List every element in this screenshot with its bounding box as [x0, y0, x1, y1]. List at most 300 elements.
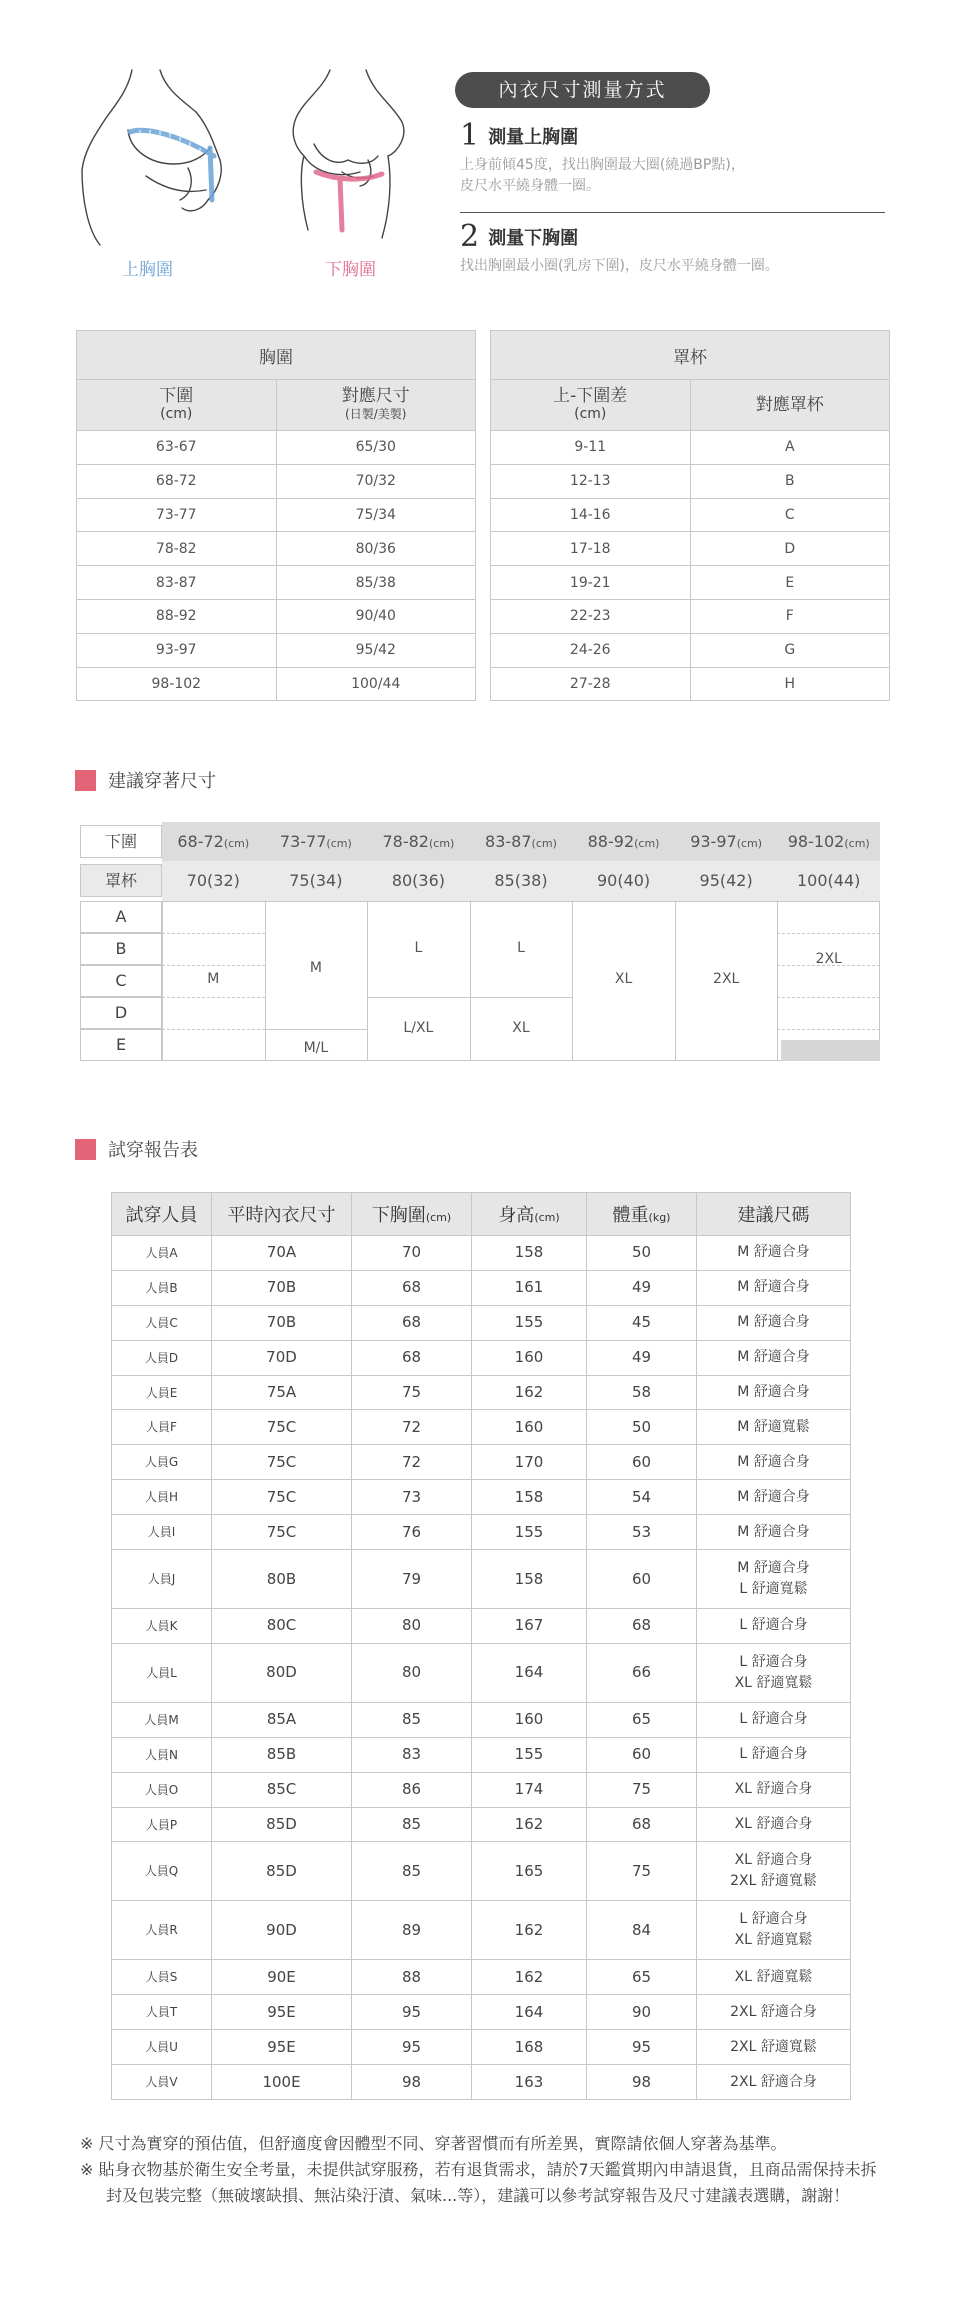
band-range-value: 68-72: [177, 832, 224, 851]
reco-size-cell: [697, 1609, 851, 1644]
table-row: [491, 599, 890, 633]
band-range-cell: [572, 822, 675, 861]
grid-row-divider: [777, 1029, 880, 1030]
table-cell: 50: [587, 1236, 697, 1271]
table-cell: 162: [472, 1375, 587, 1410]
table-row: [112, 1643, 851, 1702]
table-cell: 70B: [212, 1270, 352, 1305]
reco-size-cell: [697, 1515, 851, 1550]
grid-col-divider: [470, 901, 471, 1061]
reco-size-line: XL 舒適寬鬆: [734, 1968, 813, 1985]
col-unit: (cm): [425, 1211, 452, 1224]
table-cell: 49: [587, 1270, 697, 1305]
grid-col-divider: [367, 901, 368, 1061]
table-cell: G: [690, 633, 890, 667]
table-cell: 162: [472, 1901, 587, 1960]
band-range-cell: [777, 822, 880, 861]
table-cell: 60: [587, 1445, 697, 1480]
tester-label: 人員: [146, 1420, 171, 1435]
table-cell: 12-13: [491, 464, 691, 498]
col-unit: (kg): [648, 1211, 671, 1224]
table-row: [491, 532, 890, 566]
table-cell: 80B: [212, 1550, 352, 1609]
table-cell: 80: [352, 1643, 472, 1702]
table-cell: 65/30: [276, 431, 476, 465]
reco-cell: XL: [614, 971, 633, 987]
tester-name: [112, 1445, 212, 1480]
band-col-header: [276, 380, 476, 431]
table-row: [491, 498, 890, 532]
band-range-unit: (cm): [531, 837, 557, 850]
reco-size-line: L 舒適寬鬆: [739, 1581, 808, 1598]
reco-size-line: L 舒適合身: [739, 1617, 808, 1634]
tester-name: [112, 1375, 212, 1410]
table-cell: 68: [352, 1340, 472, 1375]
col-unit: (日製/美製): [345, 407, 407, 421]
table-cell: 66: [587, 1643, 697, 1702]
table-cell: 155: [472, 1305, 587, 1340]
cup-size-cell: 90(40): [596, 871, 651, 890]
reco-size-line: L 舒適合身: [739, 1911, 808, 1928]
reco-size-cell: [697, 1270, 851, 1305]
tester-name: [112, 1995, 212, 2030]
reco-size-cell: [697, 1737, 851, 1772]
tester-id: K: [169, 1618, 178, 1633]
tester-id: L: [170, 1665, 177, 1680]
table-cell: 75C: [212, 1410, 352, 1445]
table-cell: 160: [472, 1340, 587, 1375]
table-cell: 90D: [212, 1901, 352, 1960]
cup-letter-cell: E: [80, 1029, 162, 1061]
table-cell: 49: [587, 1340, 697, 1375]
tester-id: M: [168, 1712, 179, 1727]
tester-id: D: [168, 1350, 179, 1365]
table-cell: 88-92: [77, 599, 277, 633]
band-range-value: 98-102: [787, 832, 845, 851]
col-label: 上-下圍差: [553, 386, 628, 406]
table-cell: 75: [587, 1842, 697, 1901]
tester-name: [112, 1702, 212, 1737]
tester-label: 人員: [146, 1665, 171, 1680]
tester-label: 人員: [147, 1572, 172, 1587]
tester-name: [112, 1515, 212, 1550]
step-desc-line: 找出胸圍最小圈(乳房下圍)，皮尺水平繞身體一圈。: [460, 258, 779, 274]
table-cell: 95: [352, 1995, 472, 2030]
table-cell: 100E: [212, 2065, 352, 2100]
cup-letter-cell: A: [80, 901, 162, 933]
band-range-unit: (cm): [634, 837, 660, 850]
trial-col-header: 建議尺碼: [697, 1193, 851, 1236]
reco-size-line: L 舒適合身: [739, 1746, 808, 1763]
tester-name: [112, 1842, 212, 1901]
table-cell: 75: [587, 1772, 697, 1807]
table-cell: 17-18: [491, 532, 691, 566]
reco-size-line: L 舒適合身: [739, 1653, 808, 1670]
table-cell: 45: [587, 1305, 697, 1340]
reco-size-cell: [697, 1995, 851, 2030]
table-cell: 50: [587, 1410, 697, 1445]
reco-cell: L: [414, 940, 423, 956]
table-row: [112, 2065, 851, 2100]
table-row: [77, 599, 476, 633]
tester-name: [112, 1270, 212, 1305]
reco-size-line: L 舒適合身: [739, 1711, 808, 1728]
reco-size-line: 2XL 舒適寬鬆: [730, 2038, 817, 2055]
table-row: [112, 1842, 851, 1901]
table-cell: 155: [472, 1737, 587, 1772]
cup-col-header: [491, 380, 691, 431]
reco-size-line: XL 舒適合身: [734, 1852, 813, 1869]
table-cell: 24-26: [491, 633, 691, 667]
table-cell: 160: [472, 1702, 587, 1737]
table-cell: 53: [587, 1515, 697, 1550]
row-label-band: 下圍: [80, 825, 162, 858]
table-row: [112, 1960, 851, 1995]
reco-size-cell: [697, 2030, 851, 2065]
tester-name: [112, 1609, 212, 1644]
table-cell: 158: [472, 1550, 587, 1609]
table-cell: 85C: [212, 1772, 352, 1807]
reco-size-cell: [697, 1480, 851, 1515]
table-cell: 160: [472, 1410, 587, 1445]
col-label: 對應尺寸: [341, 386, 410, 406]
reco-size-cell: [697, 1305, 851, 1340]
tester-name: [112, 1960, 212, 1995]
reco-cell: XL: [512, 1020, 530, 1036]
table-cell: 85A: [212, 1702, 352, 1737]
table-row: [77, 667, 476, 701]
tester-name: [112, 1901, 212, 1960]
under-bust-figure-icon: [270, 60, 420, 250]
table-row: [112, 1480, 851, 1515]
reco-size-line: XL 舒適寬鬆: [734, 1674, 813, 1691]
band-range-cell: [675, 822, 778, 861]
table-cell: 85B: [212, 1737, 352, 1772]
tester-label: 人員: [145, 1970, 170, 1985]
reco-size-cell: [697, 1807, 851, 1842]
band-range-value: 78-82: [382, 832, 429, 851]
table-cell: 85D: [212, 1807, 352, 1842]
table-row: [491, 566, 890, 600]
under-bust-label: 下胸圍: [325, 260, 376, 280]
reco-size-line: M 舒適合身: [737, 1523, 810, 1540]
table-cell: 19-21: [491, 566, 691, 600]
reco-size-line: M 舒適合身: [737, 1314, 810, 1331]
grid-row-divider: [777, 933, 880, 934]
table-cell: 72: [352, 1410, 472, 1445]
table-row: [491, 667, 890, 701]
reco-size-line: XL 舒適合身: [734, 1816, 813, 1833]
reco-size-cell: [697, 1375, 851, 1410]
grid-row-divider: [265, 1029, 368, 1030]
table-cell: 54: [587, 1480, 697, 1515]
table-cell: 70D: [212, 1340, 352, 1375]
table-cell: 95: [352, 2030, 472, 2065]
table-cell: 65: [587, 1702, 697, 1737]
table-cell: 163: [472, 2065, 587, 2100]
table-cell: 80/36: [276, 532, 476, 566]
reco-cell: L/XL: [403, 1020, 434, 1036]
grid-col-divider: [777, 901, 778, 1061]
table-cell: 14-16: [491, 498, 691, 532]
table-cell: 85: [352, 1842, 472, 1901]
table-cell: F: [690, 599, 890, 633]
reco-size-line: M 舒適合身: [737, 1384, 810, 1400]
tester-name: [112, 1737, 212, 1772]
table-cell: 98: [352, 2065, 472, 2100]
empty-cell: [781, 1040, 880, 1061]
cup-letter-cell: D: [80, 997, 162, 1029]
table-cell: 155: [472, 1515, 587, 1550]
tester-id: H: [168, 1490, 179, 1505]
table-cell: 162: [472, 1960, 587, 1995]
band-range-unit: (cm): [326, 837, 352, 850]
table-row: [112, 1772, 851, 1807]
band-range-unit: (cm): [844, 837, 870, 850]
tester-name: [112, 1305, 212, 1340]
tester-id: I: [171, 1525, 176, 1540]
reco-size-line: M 舒適合身: [737, 1453, 810, 1470]
table-cell: 70A: [212, 1236, 352, 1271]
table-cell: 95: [587, 2030, 697, 2065]
grid-row-divider: [162, 997, 265, 998]
measure-title: 內衣尺寸測量方式: [455, 72, 710, 108]
table-row: [112, 1445, 851, 1480]
band-range-unit: (cm): [736, 837, 763, 850]
reco-size-cell: [697, 1410, 851, 1445]
tester-label: 人員: [145, 2075, 170, 2090]
tester-label: 人員: [145, 1245, 170, 1260]
table-cell: 85: [352, 1807, 472, 1842]
trial-section-title: [75, 1136, 198, 1162]
table-cell: 76: [352, 1515, 472, 1550]
table-row: [112, 1901, 851, 1960]
tester-label: 人員: [145, 2005, 170, 2020]
step-under-bust: [460, 219, 890, 277]
step-desc-line: 上身前傾45度，找出胸圍最大圈(繞過BP點)，: [460, 157, 745, 173]
reco-size-line: M 舒適合身: [737, 1279, 810, 1296]
reco-size-cell: [697, 1842, 851, 1901]
tester-name: [112, 1340, 212, 1375]
tester-label: 人員: [144, 1350, 169, 1365]
table-cell: 80D: [212, 1643, 352, 1702]
col-unit: (cm): [574, 406, 607, 422]
table-cell: 93-97: [77, 633, 277, 667]
tester-name: [112, 1410, 212, 1445]
section-title-text: 建議穿著尺寸: [108, 771, 216, 792]
table-cell: 100/44: [276, 667, 476, 701]
tester-label: 人員: [144, 1864, 169, 1879]
step-upper-bust: [460, 118, 890, 197]
table-row: [77, 566, 476, 600]
tester-id: P: [169, 1817, 178, 1832]
table-cell: 70B: [212, 1305, 352, 1340]
table-cell: 58: [587, 1375, 697, 1410]
table-cell: 70/32: [276, 464, 476, 498]
step-title: 測量上胸圍: [488, 126, 579, 148]
tester-label: 人員: [144, 1782, 169, 1797]
tester-id: Q: [168, 1864, 179, 1879]
note-line: ※ 貼身衣物基於衛生安全考量，未提供試穿服務，若有退貨需求，請於7天鑑賞期內申請退貨，且商品需保持未拆封及包裝完整（無破壞缺損、無沾染汙漬、氣味...等），建議可以參考試穿報告及尺寸建議表選購，謝謝！: [80, 2160, 877, 2205]
tester-label: 人員: [147, 1525, 172, 1540]
table-cell: 75/34: [276, 498, 476, 532]
col-unit: (cm): [534, 1211, 560, 1224]
measurement-section: [0, 0, 960, 300]
table-cell: 170: [472, 1445, 587, 1480]
reco-cell: M/L: [303, 1040, 329, 1056]
tester-id: J: [171, 1572, 176, 1587]
section-marker: [75, 1139, 96, 1160]
table-row: [112, 1375, 851, 1410]
reco-size-cell: [697, 1901, 851, 1960]
tester-id: C: [169, 1315, 178, 1330]
table-cell: 174: [472, 1772, 587, 1807]
cup-size-table: [490, 330, 890, 701]
cup-size-cell: 75(34): [289, 871, 343, 890]
table-cell: 85D: [212, 1842, 352, 1901]
tester-id: B: [169, 1280, 178, 1295]
reco-size-line: 2XL 舒適合身: [730, 2003, 817, 2020]
table-cell: 68: [352, 1305, 472, 1340]
table-cell: 70: [352, 1236, 472, 1271]
reco-size-grid: [80, 822, 880, 1062]
reco-size-line: XL 舒適寬鬆: [734, 1932, 813, 1949]
table-row: [112, 1995, 851, 2030]
tester-id: R: [169, 1923, 178, 1938]
note-line: ※ 尺寸為實穿的預估值，但舒適度會因體型不同、穿著習慣而有所差異，實際請依個人穿著為基準。: [80, 2134, 787, 2153]
step-number: 2: [460, 219, 480, 254]
table-cell: 68: [587, 1807, 697, 1842]
cup-size-cell: 80(36): [391, 871, 446, 890]
reco-size-line: M 舒適寬鬆: [737, 1418, 810, 1435]
trial-report-table: [111, 1192, 851, 2100]
cup-letter-cell: B: [80, 933, 162, 965]
band-col-header: [77, 380, 277, 431]
reco-size-cell: [697, 2065, 851, 2100]
grid-col-divider: [265, 901, 266, 1061]
cup-col-header: [690, 380, 890, 431]
table-cell: 79: [352, 1550, 472, 1609]
upper-bust-label: 上胸圍: [122, 260, 173, 280]
table-cell: 60: [587, 1550, 697, 1609]
table-row: [112, 1550, 851, 1609]
step-divider: [460, 212, 885, 213]
reco-cell: M: [207, 971, 220, 987]
table-cell: 90: [587, 1995, 697, 2030]
table-cell: E: [690, 566, 890, 600]
tester-id: E: [169, 1385, 178, 1400]
table-cell: 165: [472, 1842, 587, 1901]
reco-size-cell: [697, 1550, 851, 1609]
tester-id: S: [169, 1970, 178, 1985]
tester-label: 人員: [144, 1712, 169, 1727]
band-range-value: 83-87: [485, 832, 532, 851]
tester-id: N: [169, 1747, 178, 1762]
reco-cell: 2XL: [713, 971, 740, 987]
tester-label: 人員: [145, 2040, 170, 2055]
step-title: 測量下胸圍: [488, 227, 579, 249]
table-cell: 95E: [212, 2030, 352, 2065]
table-cell: 75A: [212, 1375, 352, 1410]
table-row: [77, 431, 476, 465]
table-row: [112, 1702, 851, 1737]
table-cell: 95E: [212, 1995, 352, 2030]
reco-size-cell: [697, 1445, 851, 1480]
table-cell: 80C: [212, 1609, 352, 1644]
col-label: 對應罩杯: [755, 395, 824, 415]
band-range-value: 88-92: [587, 832, 635, 851]
table-row: [77, 498, 476, 532]
band-range-value: 73-77: [279, 832, 327, 851]
tester-label: 人員: [145, 1280, 170, 1295]
table-cell: 68-72: [77, 464, 277, 498]
step-desc-line: 皮尺水平繞身體一圈。: [460, 178, 600, 194]
band-size-table: [76, 330, 476, 701]
tester-label: 人員: [145, 1385, 170, 1400]
band-range-unit: (cm): [428, 837, 455, 850]
reco-cell: L: [517, 940, 525, 956]
grid-row-divider: [162, 1029, 265, 1030]
table-cell: H: [690, 667, 890, 701]
band-range-cell: [265, 822, 368, 861]
table-cell: 73-77: [77, 498, 277, 532]
trial-col-header: 平時內衣尺寸: [212, 1193, 352, 1236]
band-range-unit: (cm): [223, 837, 250, 850]
trial-col-header: 試穿人員: [112, 1193, 212, 1236]
tester-name: [112, 2065, 212, 2100]
notes: [80, 2131, 890, 2209]
trial-col-header: [587, 1193, 697, 1236]
table-cell: 90/40: [276, 599, 476, 633]
table-cell: 95/42: [276, 633, 476, 667]
reco-size-line: 2XL 舒適寬鬆: [730, 1873, 817, 1890]
table-cell: 9-11: [491, 431, 691, 465]
cup-table-title: 罩杯: [491, 331, 890, 380]
tester-label: 人員: [145, 1923, 170, 1938]
reco-size-line: M 舒適合身: [737, 1244, 810, 1261]
tester-name: [112, 1480, 212, 1515]
tester-name: [112, 1807, 212, 1842]
tester-id: F: [170, 1420, 177, 1435]
cup-size-cell: 100(44): [797, 871, 861, 890]
col-label: 下圍: [159, 386, 194, 406]
table-cell: 65: [587, 1960, 697, 1995]
section-title-text: 試穿報告表: [108, 1140, 198, 1161]
band-range-cell: [367, 822, 470, 861]
table-row: [112, 1236, 851, 1271]
tester-label: 人員: [145, 1747, 170, 1762]
table-cell: 27-28: [491, 667, 691, 701]
reco-size-cell: [697, 1643, 851, 1702]
table-row: [491, 633, 890, 667]
table-cell: 80: [352, 1609, 472, 1644]
table-row: [112, 1807, 851, 1842]
table-row: [77, 633, 476, 667]
table-cell: 83-87: [77, 566, 277, 600]
table-cell: 161: [472, 1270, 587, 1305]
reco-cell: M: [309, 960, 322, 976]
row-label-cup: 罩杯: [80, 864, 162, 897]
cup-size-cell: 95(42): [699, 871, 753, 890]
table-cell: A: [690, 431, 890, 465]
reco-section-title: [75, 767, 216, 793]
upper-bust-figure-icon: [70, 60, 240, 250]
table-cell: 98-102: [77, 667, 277, 701]
table-cell: B: [690, 464, 890, 498]
reco-size-cell: [697, 1340, 851, 1375]
tester-label: 人員: [144, 1455, 169, 1470]
table-cell: C: [690, 498, 890, 532]
